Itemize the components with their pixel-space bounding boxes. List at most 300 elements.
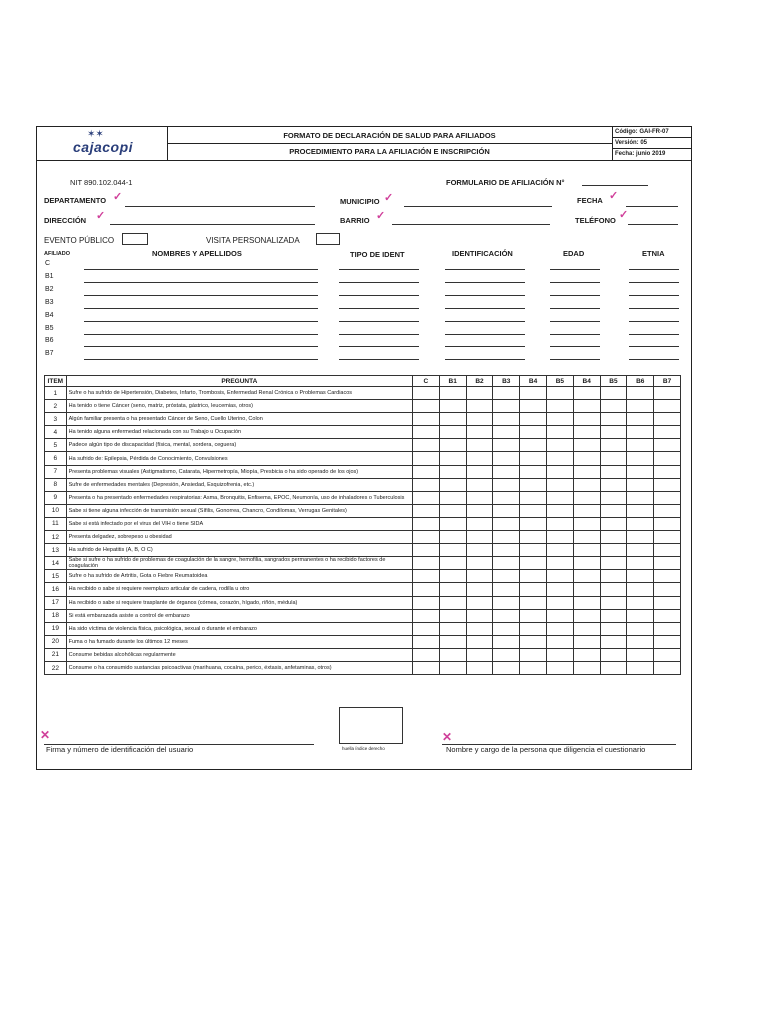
answer-cell[interactable] <box>412 517 439 530</box>
affiliate-field[interactable] <box>445 269 525 270</box>
answer-cell[interactable] <box>573 400 600 413</box>
affiliate-field[interactable] <box>629 321 679 322</box>
answer-cell[interactable] <box>546 609 573 622</box>
answer-cell[interactable] <box>573 596 600 609</box>
answer-cell[interactable] <box>573 387 600 400</box>
edad-header: EDAD <box>563 249 585 258</box>
visita-personalizada-checkbox[interactable] <box>316 233 340 245</box>
answer-cell[interactable] <box>439 622 466 635</box>
answer-cell[interactable] <box>412 609 439 622</box>
answer-cell[interactable] <box>412 426 439 439</box>
affiliate-field[interactable] <box>339 295 419 296</box>
answer-cell[interactable] <box>654 478 681 491</box>
answer-cell[interactable] <box>412 452 439 465</box>
answer-cell[interactable] <box>627 531 654 544</box>
answer-cell[interactable] <box>627 609 654 622</box>
answer-cell[interactable] <box>546 635 573 648</box>
affiliate-field[interactable] <box>550 346 600 347</box>
answer-cell[interactable] <box>627 635 654 648</box>
answer-cell[interactable] <box>520 426 547 439</box>
affiliate-field[interactable] <box>550 282 600 283</box>
answer-cell[interactable] <box>466 426 493 439</box>
formulario-field[interactable] <box>582 185 648 186</box>
answer-cell[interactable] <box>466 557 493 570</box>
answer-cell[interactable] <box>439 531 466 544</box>
answer-cell[interactable] <box>493 478 520 491</box>
answer-cell[interactable] <box>493 517 520 530</box>
answer-cell[interactable] <box>520 583 547 596</box>
affiliate-row-label: B6 <box>45 337 54 345</box>
answer-cell[interactable] <box>627 622 654 635</box>
user-signature-x-mark: ✕ <box>40 728 51 742</box>
answer-cell[interactable] <box>439 557 466 570</box>
answer-cell[interactable] <box>412 583 439 596</box>
answer-cell[interactable] <box>573 465 600 478</box>
answer-cell[interactable] <box>573 439 600 452</box>
answer-cell[interactable] <box>546 400 573 413</box>
answer-cell[interactable] <box>546 570 573 583</box>
affiliate-field[interactable] <box>629 308 679 309</box>
answer-cell[interactable] <box>493 400 520 413</box>
answer-cell[interactable] <box>654 609 681 622</box>
staff-signature-label: Nombre y cargo de la persona que diligencia el cuestionario <box>446 745 646 754</box>
answer-cell[interactable] <box>546 531 573 544</box>
barrio-field[interactable] <box>392 224 550 225</box>
answer-cell[interactable] <box>573 478 600 491</box>
affiliate-field[interactable] <box>84 308 318 309</box>
question-text: Ha tenido o tiene Cáncer (seno, matriz, próstata, gástrico, leucemias, otros) <box>66 400 412 413</box>
answer-cell[interactable] <box>520 517 547 530</box>
answer-cell[interactable] <box>573 635 600 648</box>
affiliate-row-label: B2 <box>45 285 54 293</box>
answer-cell[interactable] <box>654 465 681 478</box>
table-row <box>45 504 681 517</box>
answer-cell[interactable] <box>520 570 547 583</box>
answer-cell[interactable] <box>654 635 681 648</box>
answer-cell[interactable] <box>600 452 627 465</box>
answer-cell[interactable] <box>573 426 600 439</box>
answer-cell[interactable] <box>520 413 547 426</box>
question-number: 10 <box>45 504 67 517</box>
answer-cell[interactable] <box>654 570 681 583</box>
affiliate-field[interactable] <box>629 282 679 283</box>
answer-cell[interactable] <box>600 387 627 400</box>
answer-cell[interactable] <box>412 544 439 557</box>
answer-cell[interactable] <box>520 491 547 504</box>
answer-cell[interactable] <box>466 517 493 530</box>
municipio-field[interactable] <box>404 206 552 207</box>
affiliate-field[interactable] <box>84 282 318 283</box>
answer-cell[interactable] <box>412 504 439 517</box>
answer-cell[interactable] <box>412 557 439 570</box>
answer-cell[interactable] <box>573 517 600 530</box>
answer-cell[interactable] <box>627 400 654 413</box>
answer-cell[interactable] <box>439 504 466 517</box>
answer-cell[interactable] <box>466 452 493 465</box>
answer-cell[interactable] <box>573 661 600 674</box>
answer-cell[interactable] <box>600 413 627 426</box>
answer-cell[interactable] <box>439 596 466 609</box>
answer-cell[interactable] <box>654 452 681 465</box>
answer-cell[interactable] <box>520 622 547 635</box>
affiliate-field[interactable] <box>339 334 419 335</box>
affiliate-field[interactable] <box>339 269 419 270</box>
answer-cell[interactable] <box>627 504 654 517</box>
question-number: 13 <box>45 544 67 557</box>
answer-cell[interactable] <box>654 622 681 635</box>
answer-cell[interactable] <box>546 517 573 530</box>
answer-cell[interactable] <box>520 400 547 413</box>
affiliate-field[interactable] <box>445 346 525 347</box>
answer-cell[interactable] <box>654 544 681 557</box>
affiliate-field[interactable] <box>445 321 525 322</box>
affiliate-field[interactable] <box>550 269 600 270</box>
answer-cell[interactable] <box>520 544 547 557</box>
answer-cell[interactable] <box>520 609 547 622</box>
answer-cell[interactable] <box>627 596 654 609</box>
question-number: 16 <box>45 583 67 596</box>
answer-cell[interactable] <box>546 557 573 570</box>
answer-cell[interactable] <box>546 596 573 609</box>
answer-cell[interactable] <box>573 622 600 635</box>
affiliate-field[interactable] <box>84 359 318 360</box>
answer-cell[interactable] <box>520 465 547 478</box>
answer-cell[interactable] <box>600 491 627 504</box>
answer-cell[interactable] <box>466 439 493 452</box>
affiliate-field[interactable] <box>339 282 419 283</box>
answer-cell[interactable] <box>546 544 573 557</box>
affiliate-field[interactable] <box>84 334 318 335</box>
answer-cell[interactable] <box>573 531 600 544</box>
answer-cell[interactable] <box>654 531 681 544</box>
answer-cell[interactable] <box>493 504 520 517</box>
table-row <box>45 622 681 635</box>
col-b3: B3 <box>493 376 520 387</box>
affiliate-field[interactable] <box>445 334 525 335</box>
answer-cell[interactable] <box>493 452 520 465</box>
answer-cell[interactable] <box>627 387 654 400</box>
table-row <box>45 491 681 504</box>
answer-cell[interactable] <box>627 478 654 491</box>
answer-cell[interactable] <box>546 478 573 491</box>
answer-cell[interactable] <box>627 583 654 596</box>
answer-cell[interactable] <box>439 648 466 661</box>
affiliate-field[interactable] <box>550 321 600 322</box>
answer-cell[interactable] <box>493 635 520 648</box>
answer-cell[interactable] <box>600 544 627 557</box>
doc-code: Código: GAI-FR-07 <box>612 127 691 138</box>
fingerprint-box[interactable] <box>339 707 403 744</box>
logo <box>37 127 168 160</box>
answer-cell[interactable] <box>493 544 520 557</box>
answer-cell[interactable] <box>466 504 493 517</box>
telefono-field[interactable] <box>628 224 678 225</box>
answer-cell[interactable] <box>546 439 573 452</box>
answer-cell[interactable] <box>600 583 627 596</box>
affiliate-field[interactable] <box>550 334 600 335</box>
answer-cell[interactable] <box>439 478 466 491</box>
answer-cell[interactable] <box>412 570 439 583</box>
table-row <box>45 517 681 530</box>
answer-cell[interactable] <box>546 426 573 439</box>
answer-cell[interactable] <box>600 478 627 491</box>
answer-cell[interactable] <box>466 413 493 426</box>
answer-cell[interactable] <box>466 387 493 400</box>
answer-cell[interactable] <box>466 465 493 478</box>
answer-cell[interactable] <box>439 517 466 530</box>
answer-cell[interactable] <box>466 622 493 635</box>
answer-cell[interactable] <box>412 465 439 478</box>
answer-cell[interactable] <box>439 609 466 622</box>
answer-cell[interactable] <box>439 400 466 413</box>
answer-cell[interactable] <box>493 465 520 478</box>
answer-cell[interactable] <box>573 648 600 661</box>
answer-cell[interactable] <box>439 387 466 400</box>
answer-cell[interactable] <box>520 661 547 674</box>
answer-cell[interactable] <box>412 622 439 635</box>
affiliate-field[interactable] <box>629 346 679 347</box>
table-row <box>45 570 681 583</box>
answer-cell[interactable] <box>654 517 681 530</box>
answer-cell[interactable] <box>654 557 681 570</box>
answer-cell[interactable] <box>493 426 520 439</box>
answer-cell[interactable] <box>439 661 466 674</box>
answer-cell[interactable] <box>493 387 520 400</box>
affiliate-field[interactable] <box>445 359 525 360</box>
evento-publico-checkbox[interactable] <box>122 233 148 245</box>
answer-cell[interactable] <box>412 648 439 661</box>
answer-cell[interactable] <box>654 596 681 609</box>
answer-cell[interactable] <box>600 426 627 439</box>
affiliate-field[interactable] <box>339 359 419 360</box>
answer-cell[interactable] <box>466 491 493 504</box>
affiliate-field[interactable] <box>550 308 600 309</box>
affiliate-field[interactable] <box>629 334 679 335</box>
col-pregunta: PREGUNTA <box>66 376 412 387</box>
answer-cell[interactable] <box>600 609 627 622</box>
answer-cell[interactable] <box>627 491 654 504</box>
answer-cell[interactable] <box>600 622 627 635</box>
affiliate-field[interactable] <box>84 321 318 322</box>
answer-cell[interactable] <box>654 400 681 413</box>
answer-cell[interactable] <box>546 452 573 465</box>
answer-cell[interactable] <box>466 609 493 622</box>
answer-cell[interactable] <box>493 596 520 609</box>
question-number: 11 <box>45 517 67 530</box>
answer-cell[interactable] <box>439 413 466 426</box>
answer-cell[interactable] <box>466 400 493 413</box>
answer-cell[interactable] <box>600 465 627 478</box>
question-text: Ha tenido alguna enfermedad relacionada con su Trabajo u Ocupación <box>66 426 412 439</box>
answer-cell[interactable] <box>412 387 439 400</box>
answer-cell[interactable] <box>654 648 681 661</box>
answer-cell[interactable] <box>546 387 573 400</box>
answer-cell[interactable] <box>412 635 439 648</box>
answer-cell[interactable] <box>627 452 654 465</box>
affiliate-field[interactable] <box>550 359 600 360</box>
answer-cell[interactable] <box>600 661 627 674</box>
answer-cell[interactable] <box>439 583 466 596</box>
answer-cell[interactable] <box>627 426 654 439</box>
answer-cell[interactable] <box>627 648 654 661</box>
answer-cell[interactable] <box>627 570 654 583</box>
answer-cell[interactable] <box>493 583 520 596</box>
answer-cell[interactable] <box>573 544 600 557</box>
fecha-field[interactable] <box>626 206 678 207</box>
answer-cell[interactable] <box>493 609 520 622</box>
table-row <box>45 426 681 439</box>
question-text: Ha sufrido de Hepatitis (A, B, O C) <box>66 544 412 557</box>
answer-cell[interactable] <box>412 413 439 426</box>
answer-cell[interactable] <box>466 635 493 648</box>
answer-cell[interactable] <box>439 465 466 478</box>
answer-cell[interactable] <box>520 452 547 465</box>
answer-cell[interactable] <box>600 531 627 544</box>
answer-cell[interactable] <box>520 648 547 661</box>
answer-cell[interactable] <box>600 439 627 452</box>
answer-cell[interactable] <box>520 596 547 609</box>
user-signature-label: Firma y número de identificación del usuario <box>46 745 194 754</box>
answer-cell[interactable] <box>520 531 547 544</box>
answer-cell[interactable] <box>412 596 439 609</box>
affiliate-field[interactable] <box>445 282 525 283</box>
answer-cell[interactable] <box>520 478 547 491</box>
answer-cell[interactable] <box>520 557 547 570</box>
question-number: 21 <box>45 648 67 661</box>
question-number: 14 <box>45 557 67 570</box>
answer-cell[interactable] <box>654 504 681 517</box>
answer-cell[interactable] <box>600 557 627 570</box>
answer-cell[interactable] <box>412 491 439 504</box>
answer-cell[interactable] <box>546 465 573 478</box>
answer-cell[interactable] <box>412 531 439 544</box>
answer-cell[interactable] <box>412 478 439 491</box>
answer-cell[interactable] <box>600 648 627 661</box>
answer-cell[interactable] <box>573 504 600 517</box>
answer-cell[interactable] <box>573 609 600 622</box>
answer-cell[interactable] <box>439 544 466 557</box>
answer-cell[interactable] <box>600 517 627 530</box>
answer-cell[interactable] <box>493 439 520 452</box>
answer-cell[interactable] <box>439 491 466 504</box>
answer-cell[interactable] <box>600 596 627 609</box>
answer-cell[interactable] <box>439 570 466 583</box>
affiliate-field[interactable] <box>445 295 525 296</box>
affiliate-field[interactable] <box>629 269 679 270</box>
answer-cell[interactable] <box>654 413 681 426</box>
answer-cell[interactable] <box>573 413 600 426</box>
answer-cell[interactable] <box>546 491 573 504</box>
answer-cell[interactable] <box>493 661 520 674</box>
answer-cell[interactable] <box>546 583 573 596</box>
col-b2: B2 <box>466 376 493 387</box>
answer-cell[interactable] <box>493 622 520 635</box>
answer-cell[interactable] <box>654 661 681 674</box>
answer-cell[interactable] <box>493 570 520 583</box>
affiliate-field[interactable] <box>339 346 419 347</box>
answer-cell[interactable] <box>520 387 547 400</box>
question-number: 19 <box>45 622 67 635</box>
answer-cell[interactable] <box>466 570 493 583</box>
health-questions-table <box>44 375 681 675</box>
answer-cell[interactable] <box>573 570 600 583</box>
answer-cell[interactable] <box>439 452 466 465</box>
answer-cell[interactable] <box>654 439 681 452</box>
answer-cell[interactable] <box>546 661 573 674</box>
answer-cell[interactable] <box>600 570 627 583</box>
departamento-field[interactable] <box>125 206 315 207</box>
answer-cell[interactable] <box>654 426 681 439</box>
answer-cell[interactable] <box>466 544 493 557</box>
answer-cell[interactable] <box>654 583 681 596</box>
answer-cell[interactable] <box>439 635 466 648</box>
affiliate-field[interactable] <box>550 295 600 296</box>
answer-cell[interactable] <box>466 596 493 609</box>
direccion-field[interactable] <box>110 224 315 225</box>
answer-cell[interactable] <box>573 557 600 570</box>
answer-cell[interactable] <box>493 491 520 504</box>
answer-cell[interactable] <box>654 387 681 400</box>
answer-cell[interactable] <box>493 648 520 661</box>
answer-cell[interactable] <box>573 452 600 465</box>
answer-cell[interactable] <box>600 635 627 648</box>
answer-cell[interactable] <box>600 504 627 517</box>
answer-cell[interactable] <box>493 531 520 544</box>
affiliate-field[interactable] <box>84 269 318 270</box>
answer-cell[interactable] <box>466 531 493 544</box>
answer-cell[interactable] <box>466 478 493 491</box>
answer-cell[interactable] <box>520 439 547 452</box>
answer-cell[interactable] <box>627 465 654 478</box>
answer-cell[interactable] <box>654 491 681 504</box>
answer-cell[interactable] <box>466 583 493 596</box>
answer-cell[interactable] <box>412 661 439 674</box>
answer-cell[interactable] <box>439 426 466 439</box>
answer-cell[interactable] <box>573 583 600 596</box>
answer-cell[interactable] <box>546 648 573 661</box>
affiliate-field[interactable] <box>629 295 679 296</box>
answer-cell[interactable] <box>466 661 493 674</box>
municipio-check-mark: ✓ <box>384 192 394 204</box>
answer-cell[interactable] <box>412 400 439 413</box>
answer-cell[interactable] <box>627 413 654 426</box>
answer-cell[interactable] <box>627 661 654 674</box>
affiliate-field[interactable] <box>445 308 525 309</box>
affiliate-field[interactable] <box>629 359 679 360</box>
affiliate-field[interactable] <box>84 346 318 347</box>
answer-cell[interactable] <box>627 517 654 530</box>
answer-cell[interactable] <box>412 439 439 452</box>
affiliate-field[interactable] <box>339 321 419 322</box>
answer-cell[interactable] <box>493 413 520 426</box>
answer-cell[interactable] <box>546 622 573 635</box>
answer-cell[interactable] <box>493 557 520 570</box>
answer-cell[interactable] <box>573 491 600 504</box>
answer-cell[interactable] <box>600 400 627 413</box>
answer-cell[interactable] <box>627 439 654 452</box>
answer-cell[interactable] <box>520 504 547 517</box>
answer-cell[interactable] <box>520 635 547 648</box>
answer-cell[interactable] <box>627 544 654 557</box>
question-text: Sufre o ha sufrido de Hipertensión, Diabetes, Infarto, Trombosis, Enfermedad Renal Crónica o Problemas Cardiacos <box>66 387 412 400</box>
answer-cell[interactable] <box>546 504 573 517</box>
answer-cell[interactable] <box>627 557 654 570</box>
affiliate-field[interactable] <box>84 295 318 296</box>
answer-cell[interactable] <box>466 648 493 661</box>
affiliate-field[interactable] <box>339 308 419 309</box>
answer-cell[interactable] <box>439 439 466 452</box>
answer-cell[interactable] <box>546 413 573 426</box>
